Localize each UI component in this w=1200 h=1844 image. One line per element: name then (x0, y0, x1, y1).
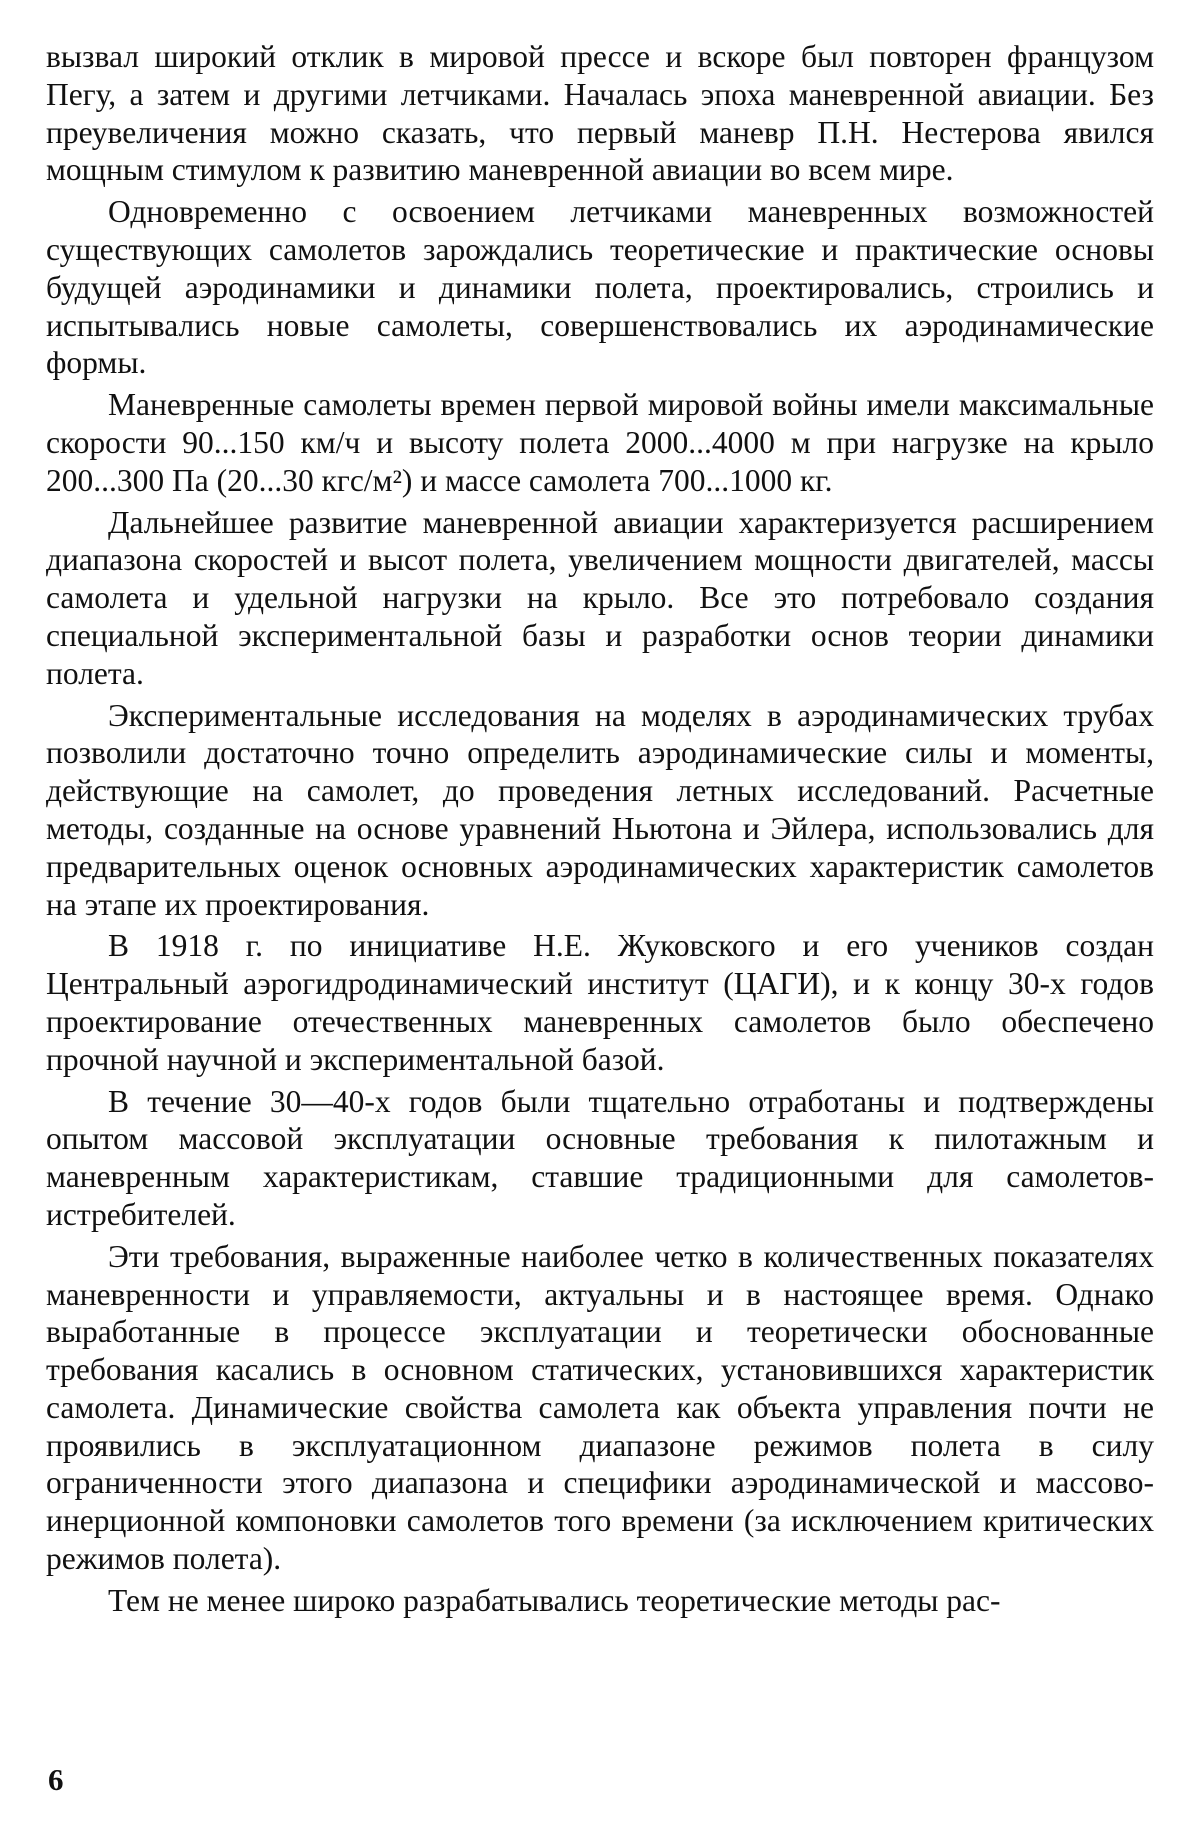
paragraph-7: В течение 30—40-х годов были тщательно отработаны и подтверждены опытом массовой эксплуатации основные требования к пилотажным и маневренным характеристикам, ставшие традиционными для самолетов-истребителей. (46, 1083, 1154, 1232)
paragraph-9: Тем не менее широко разрабатывались теоретические методы рас- (108, 1582, 1001, 1618)
paragraph-3: Маневренные самолеты времен первой мировой войны имели максимальные скорости 90...150 км/ч и высоту полета 2000...4000 м при нагрузке на крыло 200...300 Па (20...30 кгс/м²) и массе самолета 700...1000 кг. (46, 387, 1154, 498)
paragraph-8: Эти требования, выраженные наиболее четко в количественных показателях маневренности и управляемости, актуальны и в настоящее время. Однако выработанные в процессе эксплуатации и теоретически обоснованные требования касались в основном статических, установившихся характеристик самолета. Динамические свойства самолета как объекта управления почти не проявились в эксплуатационном диапазоне режимов полета в силу ограниченности этого диапазона и специфики аэродинамической и массово-инерционной компоновки самолетов того времени (за исключением критических режимов полета). (46, 1238, 1154, 1577)
page-number: 6 (48, 1762, 64, 1797)
paragraph-4: Дальнейшее развитие маневренной авиации характеризуется расширением диапазона скоростей и высот полета, увеличением мощности двигателей, массы самолета и удельной нагрузки на крыло. Все это потребовало создания специальной экспериментальной базы и разработки основ теории динамики полета. (46, 504, 1154, 691)
paragraph-1: вызвал широкий отклик в мировой прессе и вскоре был повторен французом Пегу, а затем и другими летчиками. Началась эпоха маневренной авиации. Без преувеличения можно сказать, что первый маневр П.Н. Нестерова явился мощным стимулом к развитию маневренной авиации во всем мире. (46, 39, 1154, 188)
paragraph-5: Экспериментальные исследования на моделях в аэродинамических трубах позволили достаточно точно определить аэродинамические силы и моменты, действующие на самолет, до проведения летных исследований. Расчетные методы, созданные на основе уравнений Ньютона и Эйлера, использовались для предварительных оценок основных аэродинамических характеристик самолетов на этапе их проектирования. (46, 697, 1154, 922)
paragraph-6: В 1918 г. по инициативе Н.Е. Жуковского и его учеников создан Центральный аэрогидродинамический институт (ЦАГИ), и к концу 30-х годов проектирование отечественных маневренных самолетов было обеспечено прочной научной и экспериментальной базой. (46, 928, 1154, 1077)
paragraph-2: Одновременно с освоением летчиками маневренных возможностей существующих самолетов зарождались теоретические и практические основы будущей аэродинамики и динамики полета, проектировались, строились и испытывались новые самолеты, совершенствовались их аэродинамические формы. (46, 194, 1154, 381)
body-text (46, 38, 1154, 1620)
